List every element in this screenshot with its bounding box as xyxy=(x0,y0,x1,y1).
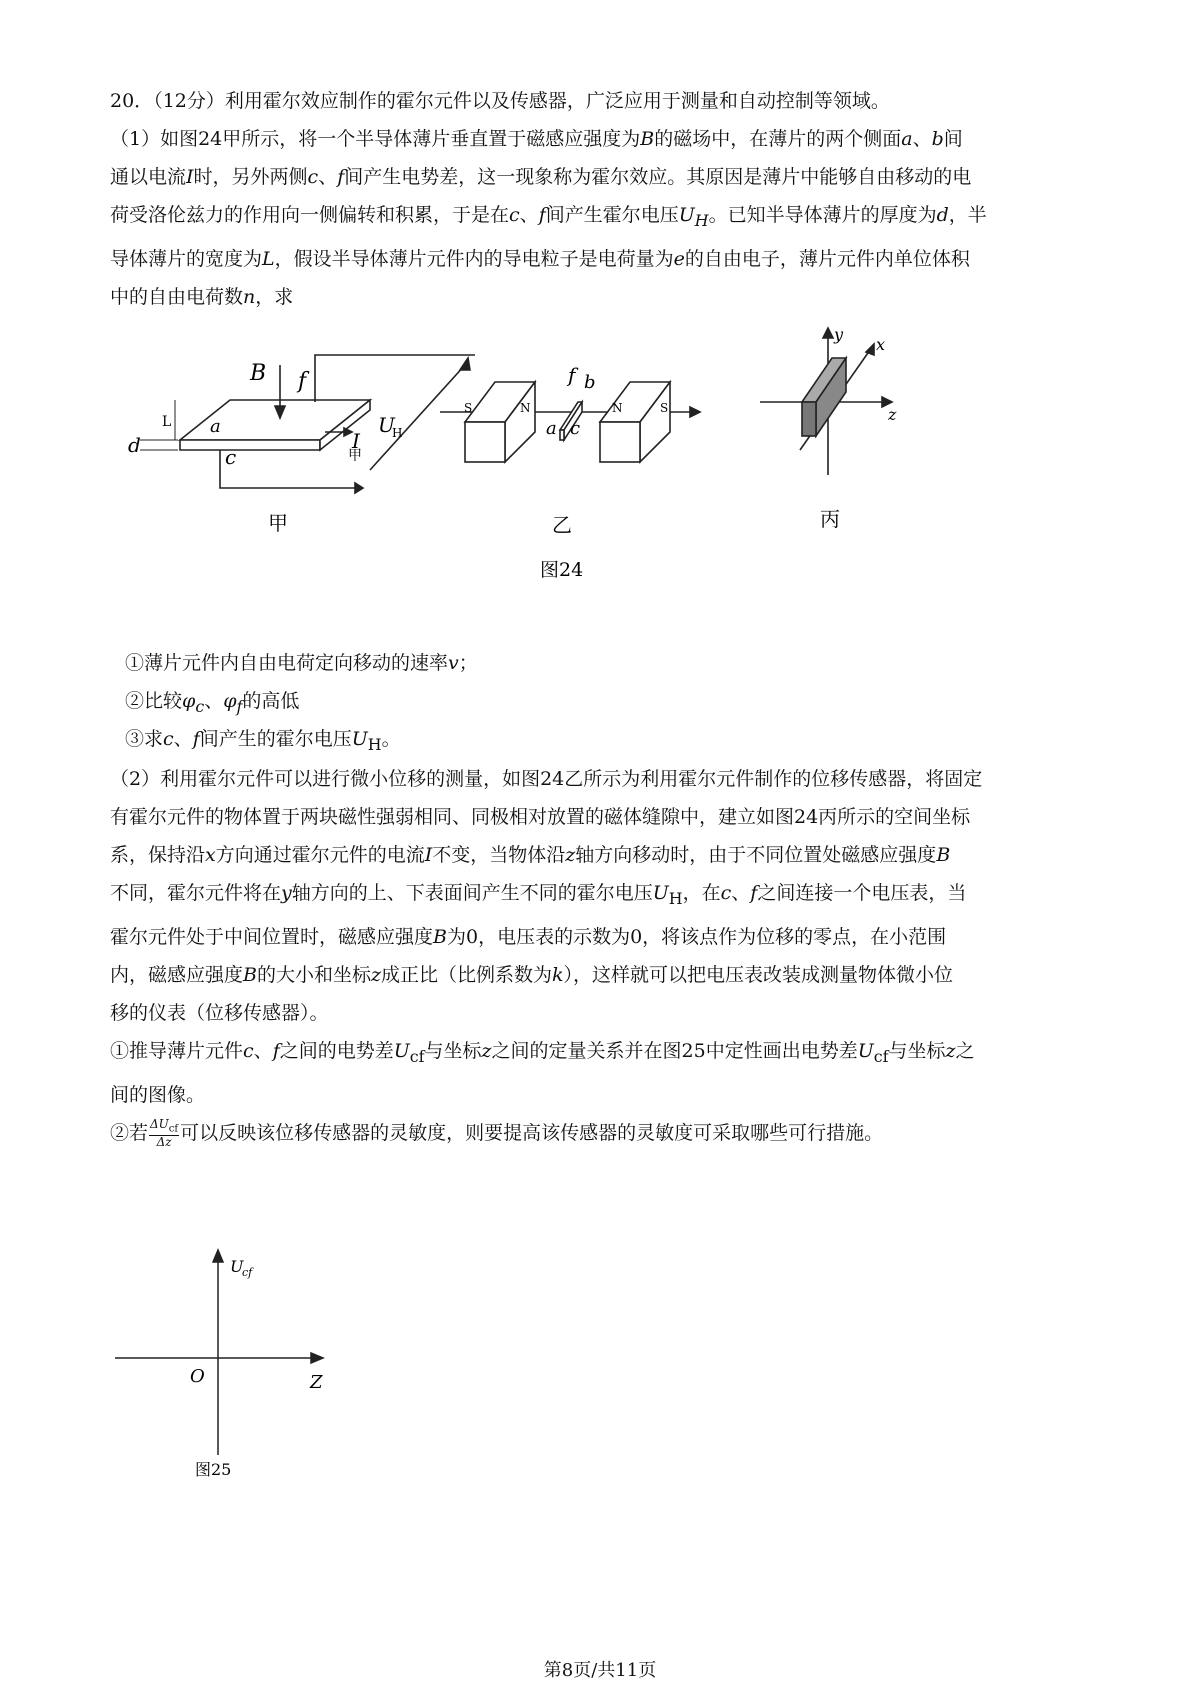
text: 成正比（比例系数为 xyxy=(381,963,553,986)
wire-top xyxy=(315,355,475,402)
page-footer: 第8页/共11页 xyxy=(543,1660,657,1681)
var-k: k xyxy=(552,963,564,986)
var-L: L xyxy=(262,247,275,270)
figure-24-caption: 图24 xyxy=(540,559,584,581)
text: 轴方向移动时，由于不同位置处磁感应强度 xyxy=(575,844,937,866)
part2-line3 xyxy=(110,836,1095,874)
text: ），这样就可以把电压表改装成测量物体微小位 xyxy=(563,963,954,986)
part2-paragraph xyxy=(110,760,1095,1152)
var-b: b xyxy=(931,128,944,150)
part2-label: （2） xyxy=(110,768,161,790)
text: 可以反映该位移传感器的灵敏度，则要提高该传感器的灵敏度可采取哪些可行措施。 xyxy=(180,1121,884,1144)
yi-S-right: S xyxy=(660,401,669,415)
jia-Hsub-label: H xyxy=(392,426,403,440)
text: ①推导薄片元件 xyxy=(110,1039,244,1062)
text: 移的仪表（位移传感器）。 xyxy=(110,1001,329,1024)
jia-f-label: f xyxy=(298,369,307,394)
part1-line4 xyxy=(110,240,1095,278)
jia-a-label: a xyxy=(210,416,221,437)
text: 的自由电子，薄片元件内单位体积 xyxy=(684,247,970,270)
text: 间 xyxy=(943,128,963,150)
sub-H: H xyxy=(694,210,709,230)
label-bing: 丙 xyxy=(820,507,840,531)
sub-cf: cf xyxy=(409,1046,425,1066)
text: 系，保持沿 xyxy=(110,844,206,866)
text: ②若 xyxy=(110,1121,149,1144)
left-magnet-front xyxy=(465,422,505,462)
var-I: I xyxy=(424,844,433,866)
bing-plate-front xyxy=(802,402,816,436)
figure-25-caption: 图25 xyxy=(195,1460,232,1479)
var-z: z xyxy=(371,963,382,986)
var-B: B xyxy=(936,844,951,866)
yi-N-left: N xyxy=(520,401,531,415)
question-number: 20． xyxy=(110,90,154,112)
jia-L-label: L xyxy=(162,414,172,430)
var-f: f xyxy=(272,1039,280,1062)
sub-H: H xyxy=(367,734,382,754)
var-U: U xyxy=(857,1039,874,1062)
text: 的大小和坐标 xyxy=(256,963,371,986)
bing-y-label: y xyxy=(834,325,844,344)
var-c: c xyxy=(720,882,732,904)
text: 内，磁感应强度 xyxy=(110,963,244,986)
jia-jia-small-label: 甲 xyxy=(348,448,362,464)
text: 之间的电势差 xyxy=(279,1039,394,1062)
part2-line4 xyxy=(110,874,1095,918)
text: 之间连接一个电压表，当 xyxy=(757,882,967,904)
var-z: z xyxy=(945,1039,956,1062)
text: ，在 xyxy=(682,882,721,904)
var-c: c xyxy=(163,728,174,750)
sub-H: H xyxy=(668,888,683,908)
text: ； xyxy=(458,652,478,674)
text: 与坐标 xyxy=(888,1039,946,1062)
text: 通以电流 xyxy=(110,166,187,188)
part1-line5 xyxy=(110,278,1095,316)
q1-item-1 xyxy=(125,644,478,682)
text: 方向通过霍尔元件的电流 xyxy=(215,844,425,866)
current-arrowhead xyxy=(344,428,352,436)
var-f: f xyxy=(750,882,758,904)
sub-cf: cf xyxy=(873,1046,889,1066)
var-B: B xyxy=(243,963,257,986)
jia-I-label: I xyxy=(352,429,360,453)
text: 。已知半导体薄片的厚度为 xyxy=(708,204,937,226)
right-magnet-front xyxy=(600,422,640,462)
z-axis-arrow xyxy=(311,1353,323,1363)
var-a: a xyxy=(901,128,913,150)
num-text: ΔU xyxy=(150,1116,169,1131)
slab-front-face xyxy=(180,440,320,450)
text: 霍尔元件处于中间位置时，磁感应强度 xyxy=(110,925,434,948)
text: 与坐标 xyxy=(424,1039,482,1062)
fig25-y-label-sub: cf xyxy=(242,1266,253,1279)
part2-line1 xyxy=(110,760,1095,798)
part2-item1-line1 xyxy=(110,1032,1095,1076)
yi-b-label: b xyxy=(584,372,596,393)
var-c: c xyxy=(307,166,319,188)
hall-element-front xyxy=(560,430,564,440)
text: 不同，霍尔元件将在 xyxy=(110,882,282,904)
uh-arrowhead-top xyxy=(460,358,470,370)
var-f: f xyxy=(538,204,546,226)
text: 、 xyxy=(204,690,224,712)
question-intro: 利用霍尔效应制作的霍尔元件以及传感器，广泛应用于测量和自动控制等领域。 xyxy=(224,90,890,112)
text: 利用霍尔元件可以进行微小位移的测量，如图24乙所示为利用霍尔元件制作的位移传感器，将固定 xyxy=(160,768,983,790)
text: 为0，电压表的示数为0，将该点作为位移的零点，在小范围 xyxy=(446,925,947,948)
var-c: c xyxy=(243,1039,254,1062)
text: 的磁场中，在薄片的两个侧面 xyxy=(654,128,902,150)
question-score: （12分） xyxy=(153,90,225,112)
bing-y-arrow xyxy=(823,328,833,338)
var-U: U xyxy=(351,728,368,750)
part2-item1-line2 xyxy=(110,1076,1095,1114)
yi-N-right: N xyxy=(612,401,623,415)
text: ①薄片元件内自由电荷定向移动的速率 xyxy=(125,652,449,674)
var-phi: φ xyxy=(182,690,196,712)
text: 之 xyxy=(955,1039,975,1062)
var-c: c xyxy=(509,204,520,226)
den-text: Δz xyxy=(156,1135,172,1150)
text: 间产生霍尔电压 xyxy=(545,204,679,226)
jia-U-label: U xyxy=(378,413,395,437)
var-f: f xyxy=(337,166,345,188)
figure-24-jia xyxy=(140,355,475,493)
text: ②比较 xyxy=(125,690,183,712)
text: ，求 xyxy=(255,285,294,308)
fig25-y-label: U xyxy=(230,1257,244,1276)
var-v: v xyxy=(448,652,459,674)
text: 间产生的霍尔电压 xyxy=(199,728,352,750)
label-yi: 乙 xyxy=(552,513,572,537)
fig25-origin: O xyxy=(190,1366,205,1387)
jia-d-label: d xyxy=(128,433,141,457)
text: 、 xyxy=(731,882,751,904)
text: 导体薄片的宽度为 xyxy=(110,247,263,270)
yi-a-label: a xyxy=(546,418,557,439)
var-y: y xyxy=(281,882,292,904)
var-I: I xyxy=(186,166,194,188)
fig25-x-label: Z xyxy=(310,1372,323,1393)
fraction-denominator xyxy=(149,1136,179,1149)
text: 如图24甲所示，将一个半导体薄片垂直置于磁感应强度为 xyxy=(160,128,641,150)
var-x: x xyxy=(205,844,216,866)
part1-line3 xyxy=(110,196,1095,240)
var-z: z xyxy=(565,844,576,866)
figure-24 xyxy=(120,325,1000,630)
text: 、 xyxy=(253,1039,273,1062)
text: ③求 xyxy=(125,728,164,750)
var-U: U xyxy=(393,1039,410,1062)
figure-25 xyxy=(100,1240,360,1500)
var-B: B xyxy=(433,925,447,948)
text: 。 xyxy=(381,728,401,750)
text: ，半 xyxy=(948,204,987,226)
text: 中的自由电荷数 xyxy=(110,285,244,308)
part2-line5 xyxy=(110,918,1095,956)
sub-c: c xyxy=(195,696,205,716)
text: 有霍尔元件的物体置于两块磁性强弱相同、同极相对放置的磁体缝隙中，建立如图24丙所示的空间坐标 xyxy=(110,806,971,828)
yi-c-label: c xyxy=(570,418,581,439)
part1-line1 xyxy=(110,120,1095,158)
yi-S-left: S xyxy=(464,401,473,415)
yi-axis-arrow xyxy=(690,407,700,417)
text: 时，另外两侧 xyxy=(193,166,308,188)
var-z: z xyxy=(481,1039,492,1062)
jia-B-label: B xyxy=(250,361,267,386)
text: ，假设半导体薄片元件内的导电粒子是电荷量为 xyxy=(274,247,674,270)
yi-f-label: f xyxy=(568,363,576,387)
bing-x-label: x xyxy=(876,335,886,354)
bing-z-label: z xyxy=(888,405,897,424)
question-header xyxy=(110,82,1095,120)
text: 的高低 xyxy=(242,690,300,712)
text: 、 xyxy=(519,204,539,226)
text: 、 xyxy=(318,166,338,188)
var-d: d xyxy=(936,204,949,226)
var-U: U xyxy=(678,204,695,226)
var-n: n xyxy=(243,285,256,308)
q1-item-3 xyxy=(125,720,401,764)
var-phi: φ xyxy=(223,690,237,712)
text: 间的图像。 xyxy=(110,1083,206,1106)
var-U: U xyxy=(652,882,669,904)
part1-paragraph xyxy=(110,120,1095,316)
part2-line7 xyxy=(110,994,1095,1032)
text: 、 xyxy=(173,728,193,750)
text: 之间的定量关系并在图25中定性画出电势差 xyxy=(491,1039,858,1062)
var-f: f xyxy=(192,728,200,750)
text: 荷受洛伦兹力的作用向一侧偏转和积累，于是在 xyxy=(110,204,510,226)
figure-24-bing xyxy=(760,328,892,475)
part1-line2 xyxy=(110,158,1095,196)
var-e: e xyxy=(673,247,685,270)
uh-arrowhead-bottom xyxy=(355,483,363,493)
var-B: B xyxy=(640,128,655,150)
sub-f: f xyxy=(236,696,243,716)
fraction-numerator xyxy=(149,1118,179,1136)
uce-axis-arrow xyxy=(213,1250,223,1262)
wire-bottom xyxy=(220,450,360,488)
text: 不变，当物体沿 xyxy=(432,844,566,866)
part2-line2 xyxy=(110,798,1095,836)
text: 间产生电势差，这一现象称为霍尔效应。其原因是薄片中能够自由移动的电 xyxy=(344,166,972,188)
part2-line6 xyxy=(110,956,1095,994)
part2-item2 xyxy=(110,1114,1095,1152)
part1-label: （1） xyxy=(110,128,161,150)
jia-c-label: c xyxy=(225,445,237,469)
text: 、 xyxy=(912,128,932,150)
text: 轴方向的上、下表面间产生不同的霍尔电压 xyxy=(291,882,653,904)
sensitivity-fraction xyxy=(149,1118,179,1149)
label-jia: 甲 xyxy=(268,511,288,535)
num-sub: cf xyxy=(168,1123,179,1135)
